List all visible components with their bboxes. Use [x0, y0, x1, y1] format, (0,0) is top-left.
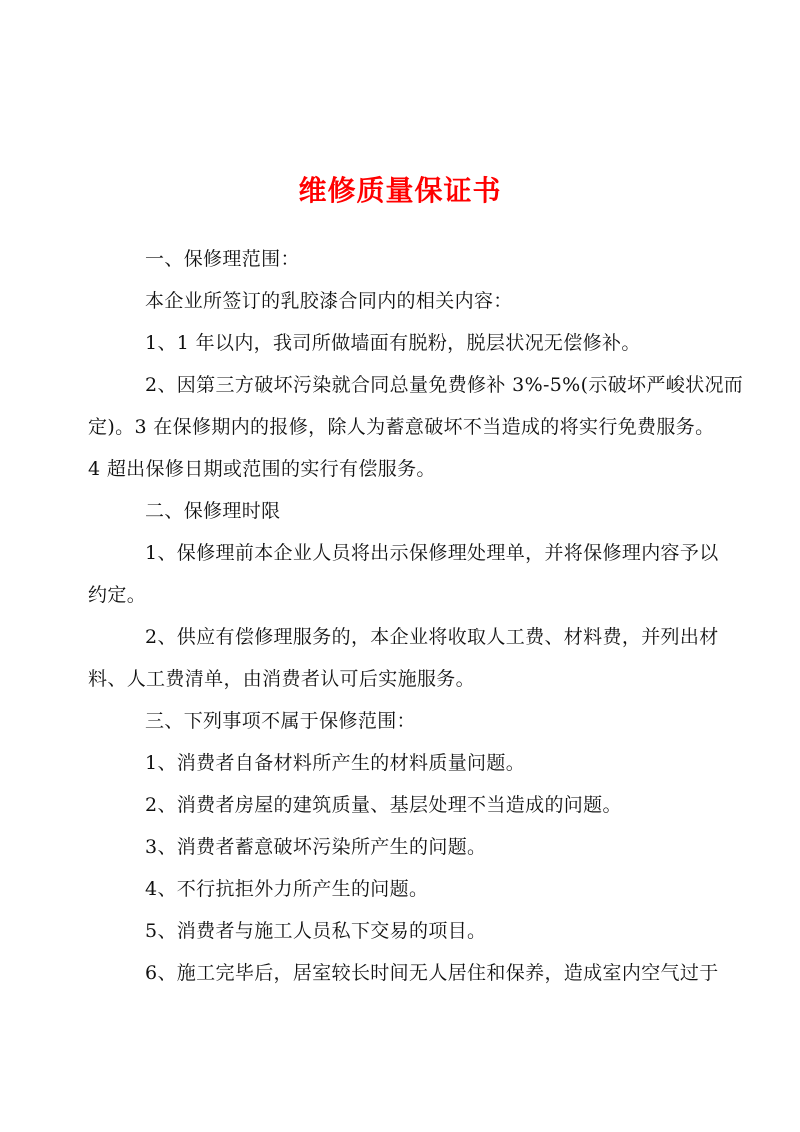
list-item: 1、消费者自备材料所产生的材料质量问题。 [145, 752, 526, 774]
paragraph-line: 约定。 [88, 584, 147, 606]
list-item: 4、不行抗拒外力所产生的问题。 [145, 878, 429, 900]
paragraph-line: 本企业所签订的乳胶漆合同内的相关内容： [145, 290, 513, 312]
section-heading-1: 一、保修理范围： [145, 248, 300, 270]
paragraph-line: 4 超出保修日期或范围的实行有偿服务。 [88, 458, 436, 480]
document-title: 维修质量保证书 [298, 174, 502, 207]
paragraph-line: 1、1 年以内，我司所做墙面有脱粉，脱层状况无偿修补。 [145, 332, 641, 354]
list-item: 2、消费者房屋的建筑质量、基层处理不当造成的问题。 [145, 794, 622, 816]
list-item: 5、消费者与施工人员私下交易的项目。 [145, 920, 487, 942]
paragraph-line: 1、保修理前本企业人员将出示保修理处理单，并将保修理内容予以 [145, 542, 719, 564]
paragraph-line: 2、因第三方破坏污染就合同总量免费修补 3%-5%(示破坏严峻状况而 [145, 374, 744, 396]
paragraph-line: 定)。3 在保修期内的报修，除人为蓄意破坏不当造成的将实行免费服务。 [88, 416, 715, 438]
section-heading-2: 二、保修理时限 [145, 500, 281, 522]
paragraph-line: 料、人工费清单，由消费者认可后实施服务。 [88, 668, 476, 690]
section-heading-3: 三、下列事项不属于保修范围： [145, 710, 416, 732]
paragraph-line: 2、供应有偿修理服务的，本企业将收取人工费、材料费，并列出材 [145, 626, 719, 648]
list-item: 3、消费者蓄意破坏污染所产生的问题。 [145, 836, 487, 858]
list-item: 6、施工完毕后，居室较长时间无人居住和保养，造成室内空气过于 [145, 962, 719, 984]
